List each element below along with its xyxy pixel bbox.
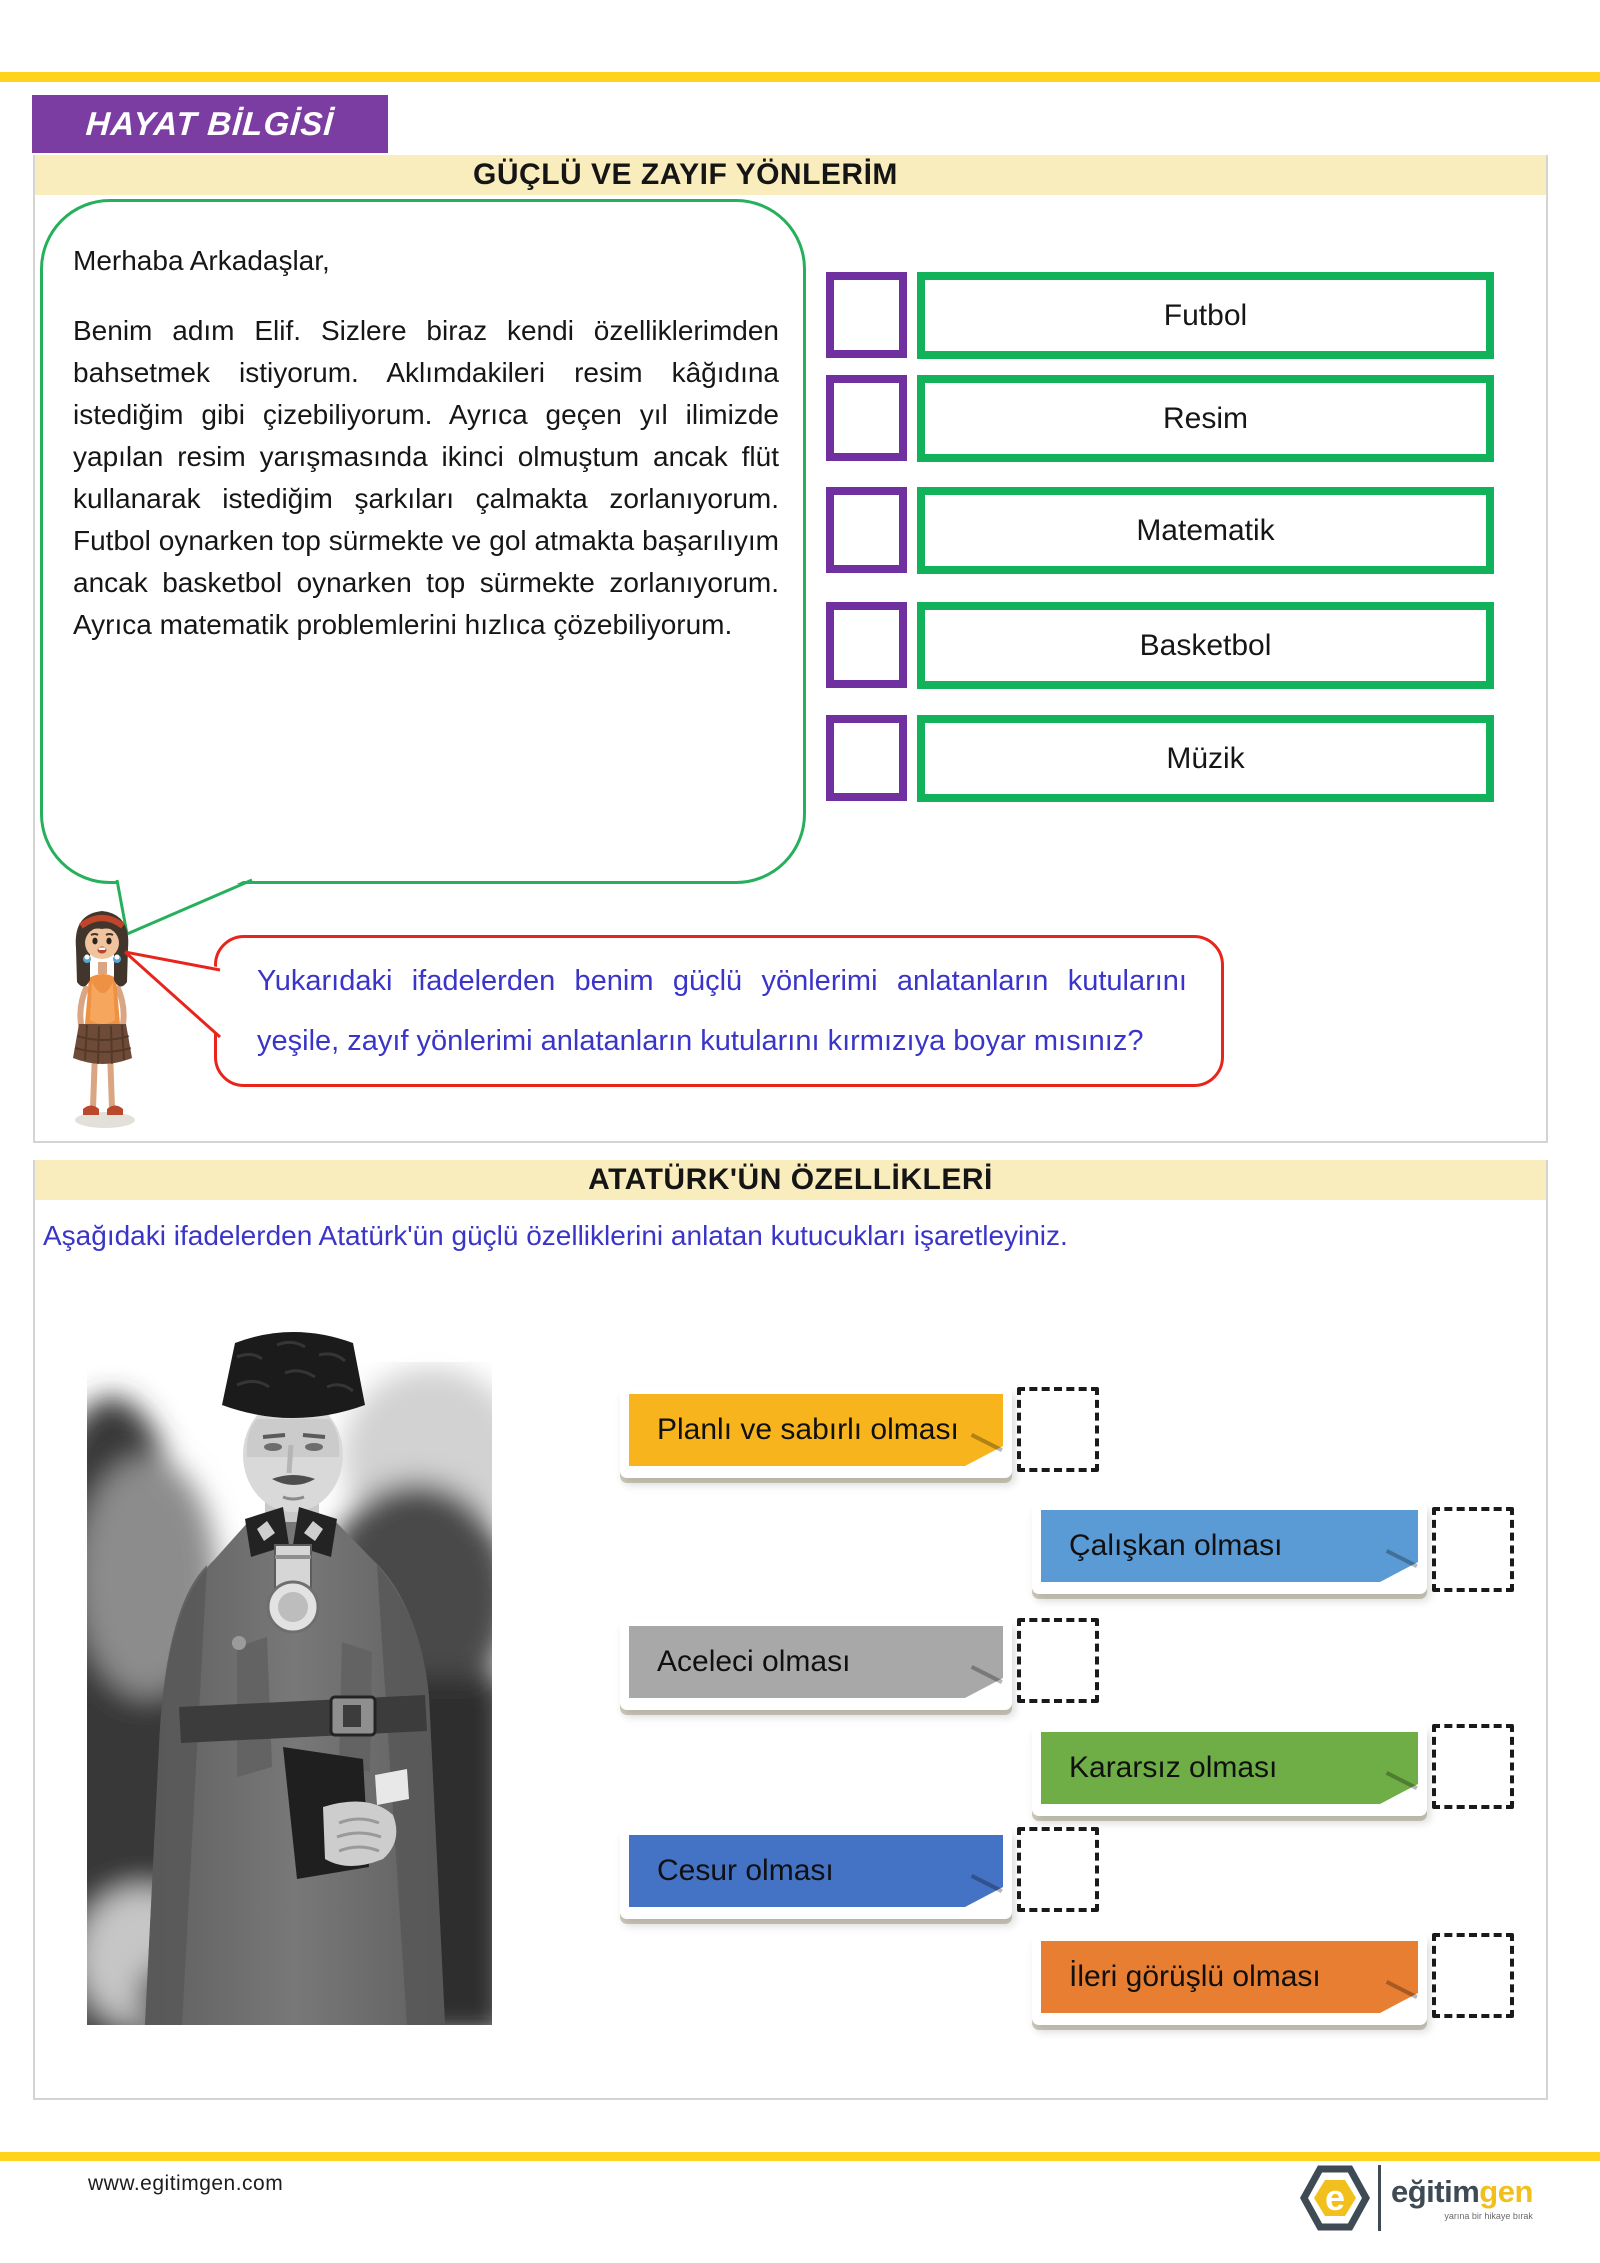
lesson-title: HAYAT BİLGİSİ	[84, 105, 336, 142]
section1-title: GÜÇLÜ VE ZAYIF YÖNLERİM	[473, 158, 898, 191]
logo-tagline: yarına bir hikaye bırak	[1444, 2210, 1533, 2221]
checkbox-muzik[interactable]	[826, 715, 907, 801]
ribbon-label: Planlı ve sabırlı olması	[657, 1413, 959, 1446]
ribbon-label: Aceleci olması	[657, 1645, 851, 1678]
question-bubble-tail	[112, 937, 242, 1047]
checkbox-resim[interactable]	[826, 375, 907, 461]
question-text: Yukarıdaki ifadelerden benim güçlü yönlerimi anlatanların kutularını yeşile, zayıf yönlerimi anlatanların kutularını kırmızıya boyar mısınız?	[257, 965, 1187, 1057]
ribbon-card	[1032, 1724, 1427, 1816]
svg-text:e: e	[1324, 2177, 1346, 2218]
option-box-muzik[interactable]	[917, 715, 1494, 802]
checkbox-basketbol[interactable]	[826, 602, 907, 688]
answer-checkbox[interactable]	[1017, 1618, 1099, 1703]
answer-checkbox[interactable]	[1432, 1507, 1514, 1592]
option-label: Resim	[1162, 401, 1248, 435]
option-box-basketbol[interactable]	[917, 602, 1494, 689]
question-bubble	[214, 935, 1224, 1087]
option-box-resim[interactable]	[917, 375, 1494, 462]
section2-banner	[35, 1160, 1546, 1200]
ribbon-card	[620, 1386, 1012, 1478]
answer-checkbox[interactable]	[1017, 1827, 1099, 1912]
ribbon-card	[620, 1618, 1012, 1710]
ribbon-card	[1032, 1933, 1427, 2025]
option-box-futbol[interactable]	[917, 272, 1494, 359]
logo-hexagon-icon	[1300, 2161, 1370, 2235]
instruction-text: Aşağıdaki ifadelerden Atatürk'ün güçlü özelliklerini anlatan kutucukları işaretleyiniz.	[43, 1220, 1068, 1251]
answer-checkbox[interactable]	[1432, 1933, 1514, 2018]
ribbon-label: Cesur olması	[657, 1854, 834, 1887]
logo-divider	[1378, 2165, 1381, 2231]
option-label: Futbol	[1163, 298, 1248, 332]
speech-greeting: Merhaba Arkadaşlar,	[73, 245, 330, 276]
elif-speech-bubble	[40, 199, 806, 884]
ribbon-label: Kararsız olması	[1069, 1751, 1278, 1784]
section-strengths-weaknesses	[33, 155, 1548, 1143]
top-accent-bar	[0, 72, 1600, 82]
option-label: Matematik	[1136, 513, 1275, 547]
ataturk-photo	[87, 1307, 492, 2025]
ribbon-card	[620, 1827, 1012, 1919]
option-label: Müzik	[1166, 741, 1245, 775]
option-label: Basketbol	[1139, 628, 1272, 662]
website-url: www.egitimgen.com	[88, 2172, 284, 2195]
section1-banner	[35, 155, 1546, 195]
lesson-title-box	[32, 95, 388, 153]
checkbox-matematik[interactable]	[826, 487, 907, 573]
ribbon-card	[1032, 1502, 1427, 1594]
logo-word-dark: eğitim	[1391, 2173, 1480, 2209]
ribbon-label: Çalışkan olması	[1069, 1529, 1283, 1562]
logo-word-accent: gen	[1479, 2173, 1533, 2209]
option-box-matematik[interactable]	[917, 487, 1494, 574]
speech-body: Benim adım Elif. Sizlere biraz kendi özelliklerimden bahsetmek istiyorum. Aklımdakileri resim kâğıdına istediğim gibi çizebiliyorum. Ayrıca geçen yıl ilimizde yapılan resim yarışmasında ikinci olmuştum ancak flüt kullanarak istediğim şarkıları çalmakta zorlanıyorum. Futbol oynarken top sürmekte ve gol atmakta başarılıyım ancak basketbol oynarken top sürmekte zorlanıyorum. Ayrıca matematik problemlerini hızlıca çözebiliyorum.	[73, 315, 779, 640]
answer-checkbox[interactable]	[1017, 1387, 1099, 1472]
ribbon-label: İleri görüşlü olması	[1069, 1960, 1321, 1993]
checkbox-futbol[interactable]	[826, 272, 907, 358]
section-ataturk-traits	[33, 1160, 1548, 2100]
answer-checkbox[interactable]	[1432, 1724, 1514, 1809]
section2-title: ATATÜRK'ÜN ÖZELLİKLERİ	[588, 1163, 993, 1196]
egitimgen-logo	[1300, 2158, 1570, 2238]
